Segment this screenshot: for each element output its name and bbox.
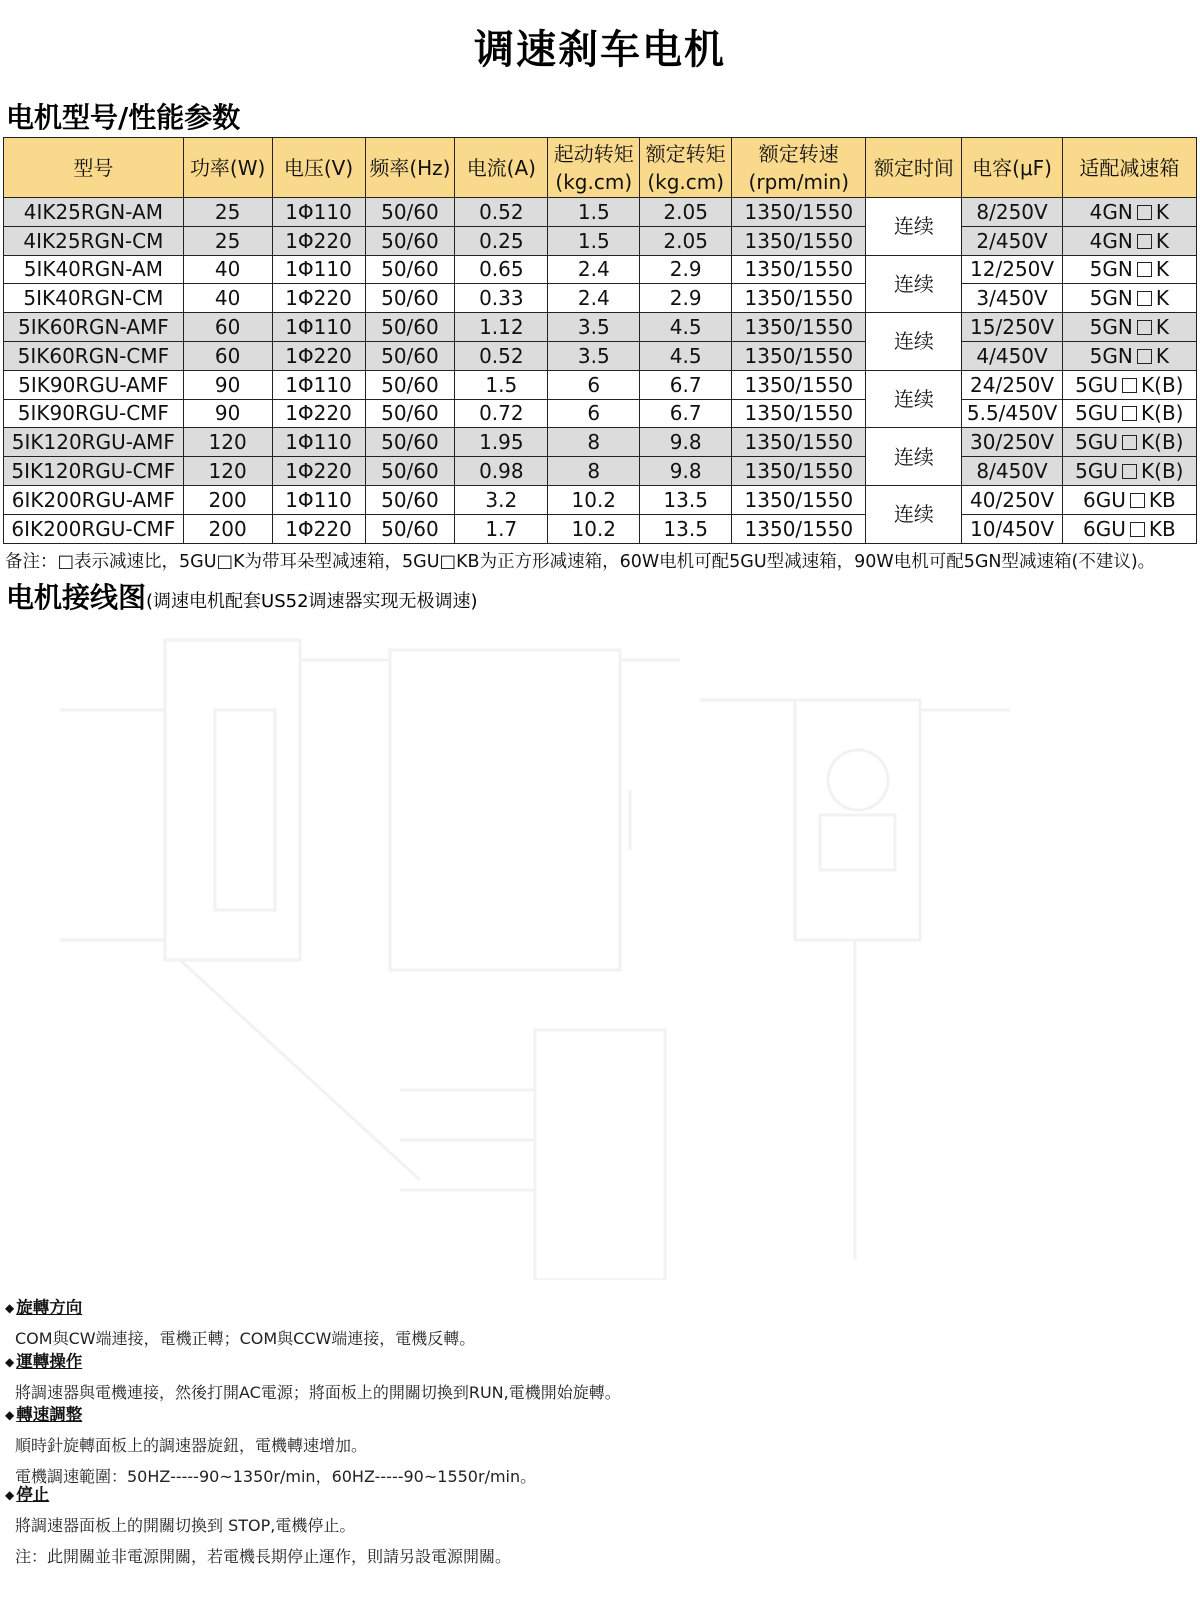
cell-power: 40	[183, 284, 272, 313]
cell-voltage: 1Φ220	[272, 284, 365, 313]
cell-voltage: 1Φ220	[272, 399, 365, 428]
ratio-box-icon	[1122, 378, 1137, 393]
ratio-box-icon	[1122, 435, 1137, 450]
gearbox-suffix: KB	[1148, 487, 1176, 512]
cell-freq: 50/60	[365, 514, 455, 543]
cell-power: 200	[183, 485, 272, 514]
operation-heading: 運轉操作	[16, 1352, 83, 1371]
cell-rated-torque: 6.7	[640, 370, 732, 399]
cell-power: 120	[183, 428, 272, 457]
cell-model: 4IK25RGN-CM	[4, 226, 184, 255]
cell-current: 0.25	[455, 226, 548, 255]
instruction-rotation	[5, 1294, 1155, 1349]
gearbox-suffix: K(B)	[1141, 459, 1184, 484]
cell-current: 0.98	[455, 457, 548, 486]
cell-rated-torque: 2.9	[640, 255, 732, 284]
spec-section-title: 电机型号/性能参数	[6, 101, 241, 134]
table-header-row	[4, 138, 1197, 198]
cell-freq: 50/60	[365, 198, 455, 227]
cell-gearbox	[1062, 313, 1196, 342]
cell-speed: 1350/1550	[732, 457, 866, 486]
cell-rated-time: 连续	[866, 198, 962, 256]
operation-line: 將調速器與電機連接，然後打開AC電源；將面板上的開關切換到RUN,電機開始旋轉。	[15, 1383, 621, 1402]
cell-gearbox	[1062, 341, 1196, 370]
table-note: 备注：□表示减速比，5GU□K为带耳朵型减速箱，5GU□KB为正方形减速箱，60W电机可配5GU型减速箱，90W电机可配5GN型减速箱(不建议)。	[5, 552, 1156, 572]
cell-capacitor: 5.5/450V	[962, 399, 1062, 428]
cell-gearbox	[1062, 226, 1196, 255]
cell-power: 90	[183, 370, 272, 399]
stop-line-2: 注：此開關並非電源開關，若電機長期停止運作，則請另設電源開關。	[15, 1547, 512, 1566]
cell-start-torque: 8	[548, 457, 640, 486]
cell-current: 0.52	[455, 198, 548, 227]
cell-rated-torque: 6.7	[640, 399, 732, 428]
cell-capacitor: 10/450V	[962, 514, 1062, 543]
cell-rated-torque: 9.8	[640, 457, 732, 486]
cell-speed: 1350/1550	[732, 370, 866, 399]
cell-gearbox	[1062, 370, 1196, 399]
cell-capacitor: 8/450V	[962, 457, 1062, 486]
cell-rated-torque: 2.9	[640, 284, 732, 313]
cell-voltage: 1Φ220	[272, 341, 365, 370]
gearbox-suffix: KB	[1148, 516, 1176, 541]
header-starting-torque	[548, 138, 640, 198]
header-rated-speed	[732, 138, 866, 198]
cell-capacitor: 12/250V	[962, 255, 1062, 284]
ratio-box-icon	[1137, 349, 1152, 364]
cell-voltage: 1Φ220	[272, 226, 365, 255]
cell-rated-torque: 13.5	[640, 485, 732, 514]
cell-capacitor: 2/450V	[962, 226, 1062, 255]
gearbox-suffix: K	[1155, 343, 1169, 368]
cell-current: 0.72	[455, 399, 548, 428]
cell-model: 5IK90RGU-AMF	[4, 370, 184, 399]
table-row	[4, 226, 1197, 255]
header-gearbox: 适配减速箱	[1062, 138, 1196, 198]
ratio-box-icon	[1137, 320, 1152, 335]
cell-voltage: 1Φ110	[272, 313, 365, 342]
table-row	[4, 198, 1197, 227]
spec-table	[3, 137, 1197, 544]
cell-start-torque: 3.5	[548, 313, 640, 342]
cell-gearbox	[1062, 399, 1196, 428]
cell-freq: 50/60	[365, 313, 455, 342]
cell-capacitor: 3/450V	[962, 284, 1062, 313]
cell-capacitor: 15/250V	[962, 313, 1062, 342]
ratio-box-icon	[1122, 464, 1137, 479]
cell-start-torque: 1.5	[548, 226, 640, 255]
cell-rated-torque: 9.8	[640, 428, 732, 457]
cell-freq: 50/60	[365, 370, 455, 399]
diamond-bullet-icon: ◆	[5, 1301, 15, 1315]
cell-power: 120	[183, 457, 272, 486]
diamond-bullet-icon: ◆	[5, 1408, 15, 1422]
cell-power: 90	[183, 399, 272, 428]
cell-current: 1.7	[455, 514, 548, 543]
cell-capacitor: 24/250V	[962, 370, 1062, 399]
cell-speed: 1350/1550	[732, 485, 866, 514]
header-voltage: 电压(V)	[272, 138, 365, 198]
cell-gearbox	[1062, 457, 1196, 486]
speed-line-1: 順時針旋轉面板上的調速器旋鈕，電機轉速增加。	[15, 1436, 368, 1455]
cell-voltage: 1Φ110	[272, 255, 365, 284]
cell-start-torque: 8	[548, 428, 640, 457]
header-rated-speed-line2: (rpm/min)	[748, 169, 850, 194]
cell-rated-time: 连续	[866, 428, 962, 486]
gearbox-prefix: 5GN	[1089, 343, 1133, 368]
gearbox-prefix: 4GN	[1089, 199, 1133, 224]
instruction-speed	[5, 1401, 1155, 1487]
cell-capacitor: 30/250V	[962, 428, 1062, 457]
cell-speed: 1350/1550	[732, 341, 866, 370]
cell-power: 60	[183, 313, 272, 342]
header-power: 功率(W)	[183, 138, 272, 198]
cell-start-torque: 3.5	[548, 341, 640, 370]
cell-power: 25	[183, 226, 272, 255]
cell-freq: 50/60	[365, 341, 455, 370]
cell-rated-time: 连续	[866, 485, 962, 543]
cell-current: 3.2	[455, 485, 548, 514]
gearbox-suffix: K(B)	[1141, 372, 1184, 397]
gearbox-suffix: K(B)	[1141, 430, 1184, 455]
table-row	[4, 255, 1197, 284]
cell-voltage: 1Φ110	[272, 370, 365, 399]
header-rated-speed-line1: 额定转速	[758, 141, 839, 166]
cell-model: 5IK40RGN-CM	[4, 284, 184, 313]
table-row	[4, 514, 1197, 543]
cell-rated-torque: 13.5	[640, 514, 732, 543]
gearbox-prefix: 5GN	[1089, 257, 1133, 282]
cell-freq: 50/60	[365, 226, 455, 255]
cell-model: 6IK200RGU-CMF	[4, 514, 184, 543]
cell-capacitor: 4/450V	[962, 341, 1062, 370]
cell-gearbox	[1062, 428, 1196, 457]
cell-power: 40	[183, 255, 272, 284]
cell-rated-time: 连续	[866, 255, 962, 313]
gearbox-prefix: 5GN	[1089, 315, 1133, 340]
gearbox-prefix: 5GU	[1075, 430, 1119, 455]
cell-capacitor: 40/250V	[962, 485, 1062, 514]
gearbox-prefix: 6GU	[1082, 487, 1126, 512]
cell-current: 0.65	[455, 255, 548, 284]
cell-rated-torque: 4.5	[640, 341, 732, 370]
cell-voltage: 1Φ110	[272, 198, 365, 227]
header-rated-torque-line1: 额定转矩	[645, 141, 726, 166]
cell-speed: 1350/1550	[732, 313, 866, 342]
cell-model: 5IK120RGU-CMF	[4, 457, 184, 486]
cell-model: 5IK60RGN-CMF	[4, 341, 184, 370]
stop-line-1: 將調速器面板上的開關切換到 STOP,電機停止。	[15, 1516, 356, 1535]
speed-heading: 轉速調整	[16, 1405, 83, 1424]
ratio-box-icon	[1130, 522, 1145, 537]
gearbox-suffix: K(B)	[1141, 401, 1184, 426]
table-row	[4, 399, 1197, 428]
cell-power: 25	[183, 198, 272, 227]
cell-freq: 50/60	[365, 428, 455, 457]
cell-rated-torque: 2.05	[640, 226, 732, 255]
cell-voltage: 1Φ110	[272, 428, 365, 457]
ratio-box-icon	[1130, 493, 1145, 508]
gearbox-suffix: K	[1155, 199, 1169, 224]
cell-capacitor: 8/250V	[962, 198, 1062, 227]
header-model: 型号	[4, 138, 184, 198]
header-starting-torque-line1: 起动转矩	[553, 141, 634, 166]
ratio-box-icon	[1137, 234, 1152, 249]
speed-line-2: 電機調速範圍：50HZ-----90~1350r/min，60HZ-----90~1550r/min。	[15, 1467, 537, 1486]
cell-speed: 1350/1550	[732, 514, 866, 543]
cell-start-torque: 2.4	[548, 284, 640, 313]
cell-gearbox	[1062, 284, 1196, 313]
header-starting-torque-line2: (kg.cm)	[555, 169, 633, 194]
cell-freq: 50/60	[365, 485, 455, 514]
cell-model: 4IK25RGN-AM	[4, 198, 184, 227]
cell-voltage: 1Φ110	[272, 485, 365, 514]
instruction-stop	[5, 1481, 1155, 1567]
cell-start-torque: 2.4	[548, 255, 640, 284]
cell-speed: 1350/1550	[732, 226, 866, 255]
cell-rated-torque: 4.5	[640, 313, 732, 342]
cell-current: 1.12	[455, 313, 548, 342]
cell-gearbox	[1062, 514, 1196, 543]
cell-model: 6IK200RGU-AMF	[4, 485, 184, 514]
gearbox-prefix: 6GU	[1082, 516, 1126, 541]
wiring-diagram	[0, 620, 1200, 1280]
cell-freq: 50/60	[365, 457, 455, 486]
wiring-title: 电机接线图	[6, 581, 147, 614]
ratio-box-icon	[1122, 406, 1137, 421]
wiring-subtitle: (调速电机配套US52调速器实现无极调速)	[146, 591, 478, 612]
ratio-box-icon	[1137, 262, 1152, 277]
cell-model: 5IK60RGN-AMF	[4, 313, 184, 342]
wiring-section-title	[6, 576, 478, 616]
rotation-heading: 旋轉方向	[16, 1298, 83, 1317]
cell-current: 1.95	[455, 428, 548, 457]
cell-model: 5IK90RGU-CMF	[4, 399, 184, 428]
stop-heading: 停止	[16, 1485, 50, 1504]
cell-gearbox	[1062, 255, 1196, 284]
gearbox-prefix: 5GU	[1075, 372, 1119, 397]
cell-freq: 50/60	[365, 284, 455, 313]
wiring-diagram-sketch	[0, 620, 1200, 1280]
gearbox-prefix: 5GN	[1089, 286, 1133, 311]
header-rated-torque	[640, 138, 732, 198]
gearbox-suffix: K	[1155, 228, 1169, 253]
cell-speed: 1350/1550	[732, 428, 866, 457]
cell-start-torque: 1.5	[548, 198, 640, 227]
header-capacitor: 电容(μF)	[962, 138, 1062, 198]
cell-power: 200	[183, 514, 272, 543]
gearbox-suffix: K	[1155, 315, 1169, 340]
gearbox-prefix: 4GN	[1089, 228, 1133, 253]
cell-speed: 1350/1550	[732, 284, 866, 313]
ratio-box-icon	[1137, 291, 1152, 306]
cell-model: 5IK120RGU-AMF	[4, 428, 184, 457]
header-current: 电流(A)	[455, 138, 548, 198]
diamond-bullet-icon: ◆	[5, 1488, 15, 1502]
gearbox-suffix: K	[1155, 257, 1169, 282]
gearbox-prefix: 5GU	[1075, 459, 1119, 484]
table-row	[4, 485, 1197, 514]
cell-speed: 1350/1550	[732, 198, 866, 227]
cell-speed: 1350/1550	[732, 255, 866, 284]
cell-speed: 1350/1550	[732, 399, 866, 428]
cell-rated-time: 连续	[866, 370, 962, 428]
ratio-box-icon	[1137, 205, 1152, 220]
table-row	[4, 341, 1197, 370]
cell-voltage: 1Φ220	[272, 457, 365, 486]
cell-model: 5IK40RGN-AM	[4, 255, 184, 284]
cell-current: 0.33	[455, 284, 548, 313]
cell-current: 1.5	[455, 370, 548, 399]
cell-start-torque: 10.2	[548, 485, 640, 514]
cell-gearbox	[1062, 198, 1196, 227]
table-row	[4, 457, 1197, 486]
table-row	[4, 370, 1197, 399]
table-row	[4, 428, 1197, 457]
instruction-operation	[5, 1348, 1155, 1403]
cell-freq: 50/60	[365, 399, 455, 428]
cell-rated-time: 连续	[866, 313, 962, 371]
cell-start-torque: 6	[548, 399, 640, 428]
cell-start-torque: 10.2	[548, 514, 640, 543]
header-rated-time: 额定时间	[866, 138, 962, 198]
rotation-line: COM與CW端連接，電機正轉；COM與CCW端連接，電機反轉。	[15, 1329, 476, 1348]
header-frequency: 频率(Hz)	[365, 138, 455, 198]
diamond-bullet-icon: ◆	[5, 1355, 15, 1369]
cell-gearbox	[1062, 485, 1196, 514]
gearbox-prefix: 5GU	[1075, 401, 1119, 426]
gearbox-suffix: K	[1155, 286, 1169, 311]
cell-freq: 50/60	[365, 255, 455, 284]
table-row	[4, 313, 1197, 342]
header-rated-torque-line2: (kg.cm)	[647, 169, 725, 194]
cell-start-torque: 6	[548, 370, 640, 399]
cell-power: 60	[183, 341, 272, 370]
cell-rated-torque: 2.05	[640, 198, 732, 227]
cell-voltage: 1Φ220	[272, 514, 365, 543]
table-row	[4, 284, 1197, 313]
cell-current: 0.52	[455, 341, 548, 370]
page-title: 调速刹车电机	[474, 27, 726, 73]
